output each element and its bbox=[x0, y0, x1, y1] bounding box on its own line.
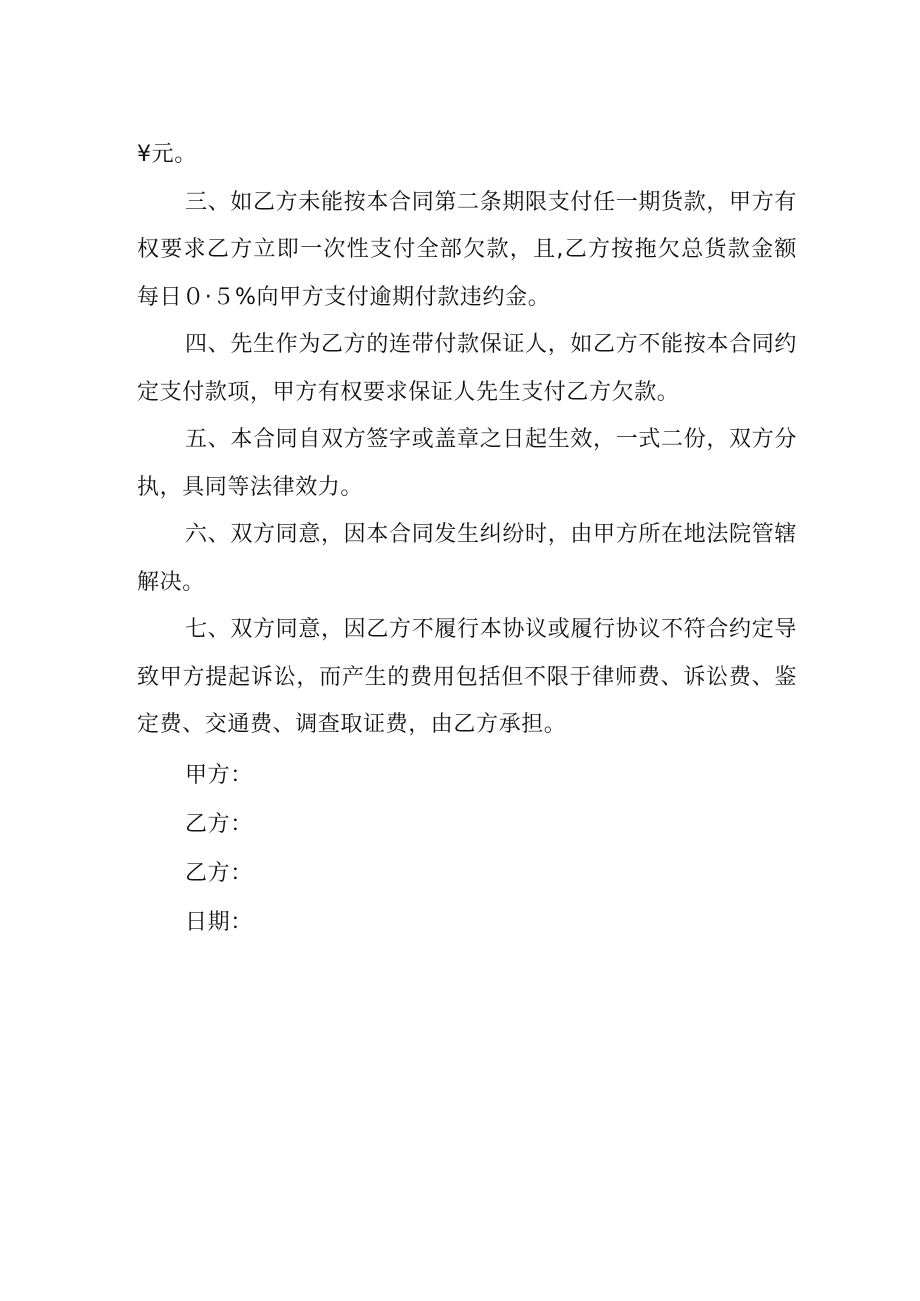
signature-block bbox=[137, 751, 797, 947]
paragraph-clause-5: 五、本合同自双方签字或盖章之日起生效，一式二份，双方分执，具同等法律效力。 bbox=[137, 427, 797, 500]
signature-party-b-first: 乙方： bbox=[185, 811, 253, 837]
paragraph-clause-3: 三、如乙方未能按本合同第二条期限支付任一期货款，甲方有权要求乙方立即一次性支付全部欠款，且,乙方按拖欠总货款金额每日０·５%向甲方支付逾期付款违约金。 bbox=[137, 189, 797, 310]
paragraph-clause-6: 六、双方同意，因本合同发生纠纷时，由甲方所在地法院管辖解决。 bbox=[137, 522, 797, 595]
signature-date: 日期： bbox=[185, 909, 253, 935]
paragraph-clause-7: 七、双方同意，因乙方不履行本协议或履行协议不符合约定导致甲方提起诉讼，而产生的费用包括但不限于律师费、诉讼费、鉴定费、交通费、调查取证费，由乙方承担。 bbox=[137, 617, 797, 737]
signature-party-a: 甲方： bbox=[185, 762, 253, 788]
paragraph-clause-4: 四、先生作为乙方的连带付款保证人，如乙方不能按本合同约定支付款项，甲方有权要求保证人先生支付乙方欠款。 bbox=[137, 332, 797, 405]
paragraph-amount-continuation: ¥元。 bbox=[137, 142, 197, 167]
signature-party-b-second: 乙方： bbox=[185, 860, 253, 886]
contract-body bbox=[137, 131, 797, 947]
